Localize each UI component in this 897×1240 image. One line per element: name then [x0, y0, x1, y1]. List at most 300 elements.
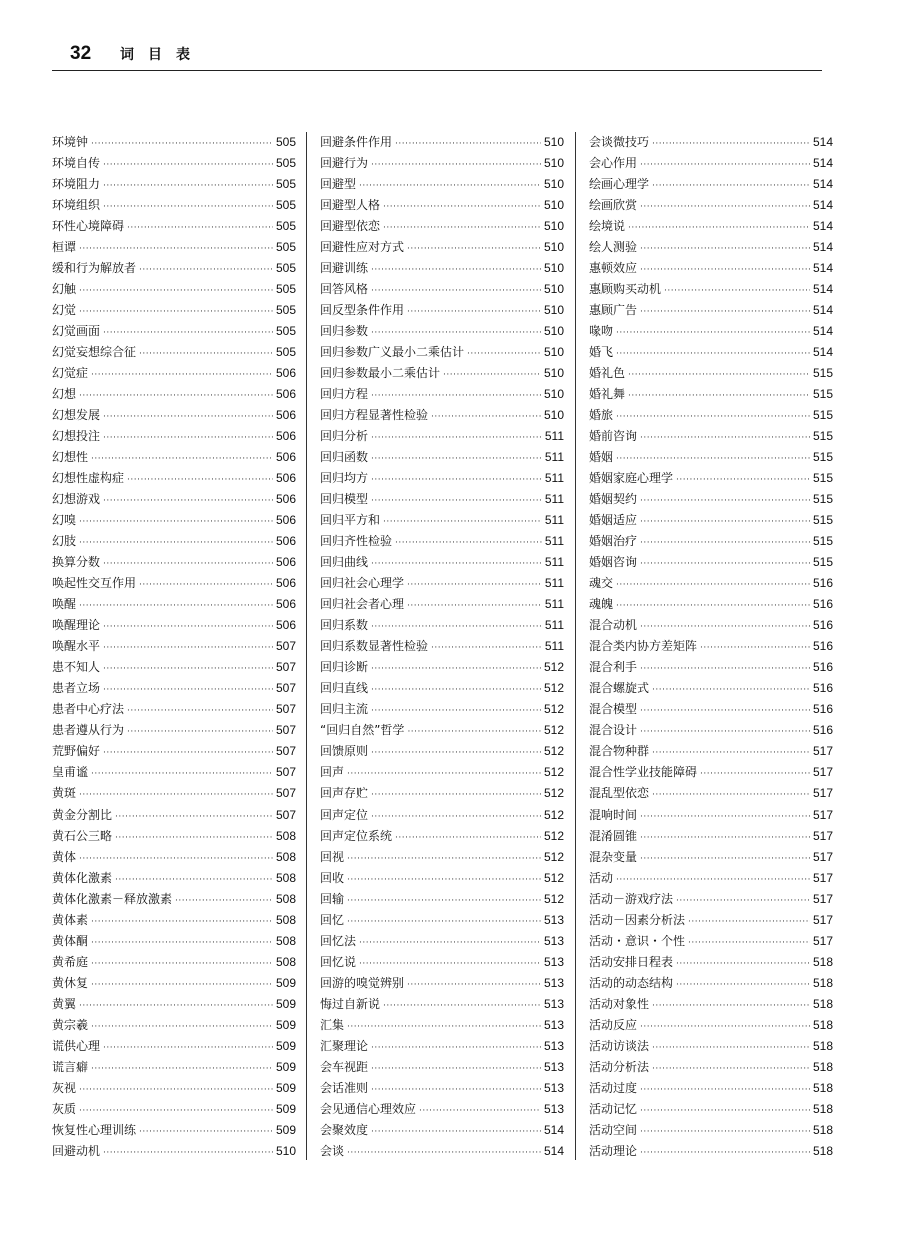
entry-term: 回归参数广义最小二乘估计 — [320, 345, 465, 360]
dot-leader — [676, 954, 810, 973]
index-entry — [320, 931, 564, 952]
index-entry — [589, 594, 833, 615]
entry-page: 513 — [543, 975, 564, 990]
entry-term: 混合模型 — [589, 702, 638, 717]
entry-term: 患者立场 — [52, 681, 101, 696]
entry-page: 511 — [544, 471, 564, 486]
entry-term: 绘画心理学 — [589, 177, 650, 192]
dot-leader — [676, 891, 810, 910]
index-entry — [52, 1015, 296, 1036]
entry-page: 506 — [275, 618, 296, 633]
dot-leader — [640, 302, 810, 321]
entry-page: 514 — [812, 345, 833, 360]
index-entry — [589, 805, 833, 826]
entry-term: 活动过度 — [589, 1080, 638, 1095]
entry-page: 509 — [275, 1017, 296, 1032]
entry-term: 活动－游戏疗法 — [589, 891, 674, 906]
entry-term: 回归社会心理学 — [320, 576, 405, 591]
entry-page: 512 — [543, 849, 564, 864]
entry-term: 桓谭 — [52, 240, 77, 255]
dot-leader — [640, 533, 810, 552]
dot-leader — [676, 470, 810, 489]
index-entry — [52, 153, 296, 174]
entry-page: 514 — [812, 135, 833, 149]
entry-term: 回归诊断 — [320, 660, 369, 675]
entry-term: 幻想性虚构症 — [52, 471, 125, 486]
entry-term: 会车视距 — [320, 1059, 369, 1074]
dot-leader — [91, 1059, 273, 1078]
entry-term: 回归曲线 — [320, 555, 369, 570]
dot-leader — [652, 134, 810, 153]
entry-term: 唤起性交互作用 — [52, 576, 137, 591]
index-entry — [589, 1015, 833, 1036]
index-entry — [320, 720, 564, 741]
dot-leader — [640, 1017, 810, 1036]
dot-leader — [616, 407, 810, 426]
entry-term: 婚姻适应 — [589, 513, 638, 528]
dot-leader — [640, 1080, 810, 1099]
dot-leader — [640, 512, 810, 531]
dot-leader — [419, 1101, 541, 1120]
dot-leader — [700, 764, 810, 783]
index-entry — [589, 132, 833, 153]
index-entry — [52, 1120, 296, 1141]
index-entry — [320, 321, 564, 342]
dot-leader — [652, 785, 810, 804]
dot-leader — [103, 155, 273, 174]
index-entry — [589, 636, 833, 657]
dot-leader — [431, 407, 541, 426]
dot-leader — [371, 659, 541, 678]
dot-leader — [371, 386, 541, 405]
index-entry — [320, 805, 564, 826]
entry-page: 513 — [543, 1080, 564, 1095]
entry-term: 会聚效度 — [320, 1122, 369, 1137]
entry-page: 510 — [543, 282, 564, 297]
dot-leader — [371, 807, 541, 826]
dot-leader — [359, 176, 541, 195]
entry-term: 回馈原则 — [320, 744, 369, 759]
dot-leader — [103, 638, 273, 657]
index-entry — [52, 300, 296, 321]
index-entry — [52, 1141, 296, 1162]
entry-page: 505 — [275, 156, 296, 171]
entry-term: 活动记忆 — [589, 1101, 638, 1116]
entry-page: 517 — [812, 807, 833, 822]
index-entry — [320, 132, 564, 153]
index-entry — [320, 468, 564, 489]
entry-page: 505 — [275, 177, 296, 192]
entry-page: 517 — [812, 849, 833, 864]
entry-term: 回归社会者心理 — [320, 597, 405, 612]
index-entry — [320, 699, 564, 720]
page-number: 32 — [70, 43, 92, 64]
dot-leader — [127, 701, 273, 720]
entry-term: 会见通信心理效应 — [320, 1101, 417, 1116]
entry-term: 活动安排日程表 — [589, 954, 674, 969]
entry-page: 518 — [812, 996, 833, 1011]
entry-page: 508 — [275, 828, 296, 843]
index-entry — [320, 594, 564, 615]
entry-term: 恢复性心理训练 — [52, 1122, 137, 1137]
entry-page: 507 — [275, 723, 296, 738]
dot-leader — [91, 764, 273, 783]
entry-term: 患不知人 — [52, 660, 101, 675]
entry-term: 回避条件作用 — [320, 135, 393, 149]
entry-page: 516 — [812, 597, 833, 612]
dot-leader — [139, 260, 273, 279]
dot-leader — [91, 1017, 273, 1036]
entry-term: 婚姻家庭心理学 — [589, 471, 674, 486]
index-entry — [320, 552, 564, 573]
entry-page: 505 — [275, 135, 296, 149]
entry-term: 黄体 — [52, 849, 77, 864]
index-entry — [52, 1078, 296, 1099]
dot-leader — [616, 344, 810, 363]
dot-leader — [79, 785, 273, 804]
entry-page: 509 — [275, 1038, 296, 1053]
entry-term: 活动对象性 — [589, 996, 650, 1011]
entry-term: 活动分析法 — [589, 1059, 650, 1074]
entry-page: 511 — [544, 492, 564, 507]
dot-leader — [652, 176, 810, 195]
index-entry — [589, 195, 833, 216]
index-entry — [52, 531, 296, 552]
index-entry — [589, 573, 833, 594]
entry-term: 回输 — [320, 891, 345, 906]
entry-term: 活动的动态结构 — [589, 975, 674, 990]
index-entry — [52, 321, 296, 342]
entry-term: 回归参数 — [320, 324, 369, 339]
dot-leader — [676, 975, 810, 994]
index-entry — [52, 363, 296, 384]
entry-page: 511 — [544, 597, 564, 612]
entry-page: 516 — [812, 618, 833, 633]
index-entry — [320, 1036, 564, 1057]
entry-term: 惠顾购买动机 — [589, 282, 662, 297]
index-entry — [589, 300, 833, 321]
entry-page: 506 — [275, 366, 296, 381]
index-entry — [589, 889, 833, 910]
index-entry — [320, 489, 564, 510]
entry-page: 512 — [543, 723, 564, 738]
entry-term: 回收 — [320, 870, 345, 885]
dot-leader — [347, 1143, 541, 1162]
entry-term: 活动・意识・个性 — [589, 933, 686, 948]
entry-page: 514 — [543, 1143, 564, 1158]
entry-page: 505 — [275, 282, 296, 297]
index-entry — [589, 489, 833, 510]
dot-leader — [347, 912, 541, 931]
entry-page: 510 — [543, 261, 564, 276]
entry-page: 506 — [275, 534, 296, 549]
entry-page: 507 — [275, 744, 296, 759]
index-entry — [589, 720, 833, 741]
entry-term: 黄翼 — [52, 996, 77, 1011]
entry-term: 黄宗羲 — [52, 1017, 89, 1032]
dot-leader — [347, 1017, 541, 1036]
entry-page: 511 — [544, 639, 564, 654]
index-entry — [320, 447, 564, 468]
entry-term: 幻觉症 — [52, 366, 89, 381]
dot-leader — [371, 281, 541, 300]
entry-term: 回避性应对方式 — [320, 240, 405, 255]
entry-term: 幻想发展 — [52, 408, 101, 423]
dot-leader — [371, 1059, 541, 1078]
index-entry — [320, 952, 564, 973]
column-divider — [575, 132, 576, 1160]
entry-term: 黄斑 — [52, 786, 77, 801]
entry-page: 512 — [543, 681, 564, 696]
dot-leader — [443, 365, 541, 384]
index-column-2 — [320, 132, 564, 1162]
entry-page: 514 — [812, 282, 833, 297]
dot-leader — [103, 323, 273, 342]
entry-term: 混合螺旋式 — [589, 681, 650, 696]
dot-leader — [347, 849, 541, 868]
dot-leader — [139, 575, 273, 594]
entry-term: 幻觉画面 — [52, 324, 101, 339]
dot-leader — [395, 828, 541, 847]
entry-page: 509 — [275, 1080, 296, 1095]
entry-page: 518 — [812, 1101, 833, 1116]
entry-term: 回答风格 — [320, 282, 369, 297]
entry-page: 516 — [812, 681, 833, 696]
entry-term: 回归方程显著性检验 — [320, 408, 429, 423]
dot-leader — [616, 870, 810, 889]
index-entry — [52, 615, 296, 636]
entry-term: 回视 — [320, 849, 345, 864]
dot-leader — [115, 828, 273, 847]
entry-page: 507 — [275, 765, 296, 780]
index-entry — [589, 657, 833, 678]
index-entry — [52, 573, 296, 594]
dot-leader — [127, 722, 273, 741]
dot-leader — [616, 596, 810, 615]
entry-page: 515 — [812, 534, 833, 549]
entry-term: 换算分数 — [52, 555, 101, 570]
entry-term: 魂交 — [589, 576, 614, 591]
entry-term: 绘境说 — [589, 219, 626, 234]
index-entry — [52, 342, 296, 363]
entry-page: 508 — [275, 870, 296, 885]
entry-page: 508 — [275, 954, 296, 969]
index-entry — [320, 1141, 564, 1162]
entry-page: 505 — [275, 345, 296, 360]
dot-leader — [79, 1101, 273, 1120]
index-entry — [52, 910, 296, 931]
entry-page: 516 — [812, 702, 833, 717]
entry-page: 509 — [275, 1101, 296, 1116]
dot-leader — [371, 701, 541, 720]
entry-term: 惠顾广告 — [589, 303, 638, 318]
index-entry — [320, 615, 564, 636]
entry-term: 回声定位 — [320, 807, 369, 822]
index-entry — [320, 195, 564, 216]
entry-term: 魂魄 — [589, 597, 614, 612]
entry-page: 505 — [275, 303, 296, 318]
index-entry — [320, 237, 564, 258]
dot-leader — [407, 302, 541, 321]
index-entry — [320, 847, 564, 868]
index-entry — [52, 489, 296, 510]
entry-page: 509 — [275, 975, 296, 990]
dot-leader — [371, 1122, 541, 1141]
entry-page: 512 — [543, 702, 564, 717]
dot-leader — [395, 134, 541, 153]
index-entry — [52, 868, 296, 889]
entry-page: 506 — [275, 387, 296, 402]
dot-leader — [383, 996, 541, 1015]
index-entry — [52, 826, 296, 847]
entry-page: 518 — [812, 1080, 833, 1095]
dot-leader — [383, 197, 541, 216]
index-entry — [589, 342, 833, 363]
entry-page: 510 — [543, 345, 564, 360]
entry-term: 环境钟 — [52, 135, 89, 149]
entry-term: 混合性学业技能障碍 — [589, 765, 698, 780]
entry-page: 505 — [275, 240, 296, 255]
index-entry — [589, 468, 833, 489]
entry-page: 512 — [543, 660, 564, 675]
dot-leader — [371, 323, 541, 342]
index-entry — [589, 237, 833, 258]
index-entry — [589, 258, 833, 279]
dot-leader — [371, 1080, 541, 1099]
index-entry — [52, 594, 296, 615]
entry-page: 511 — [544, 429, 564, 444]
index-entry — [320, 889, 564, 910]
dot-leader — [79, 386, 273, 405]
index-entry — [589, 994, 833, 1015]
entry-term: 活动理论 — [589, 1143, 638, 1158]
index-entry — [589, 931, 833, 952]
entry-term: 谎言癖 — [52, 1059, 89, 1074]
entry-term: 回归参数最小二乘估计 — [320, 366, 441, 381]
entry-term: 混合利手 — [589, 660, 638, 675]
dot-leader — [371, 155, 541, 174]
entry-page: 514 — [812, 177, 833, 192]
index-entry — [320, 1120, 564, 1141]
dot-leader — [383, 218, 541, 237]
entry-term: 婚姻契约 — [589, 492, 638, 507]
index-entry — [52, 741, 296, 762]
dot-leader — [371, 554, 542, 573]
dot-leader — [616, 575, 810, 594]
dot-leader — [640, 617, 810, 636]
entry-page: 510 — [275, 1143, 296, 1158]
dot-leader — [640, 1101, 810, 1120]
entry-term: 唤醒水平 — [52, 639, 101, 654]
entry-page: 506 — [275, 429, 296, 444]
index-column-3 — [589, 132, 833, 1162]
dot-leader — [79, 1080, 273, 1099]
index-entry — [52, 847, 296, 868]
dot-leader — [640, 828, 810, 847]
index-entry — [52, 783, 296, 804]
dot-leader — [407, 239, 541, 258]
entry-term: 混响时间 — [589, 807, 638, 822]
entry-page: 510 — [543, 135, 564, 149]
index-entry — [320, 405, 564, 426]
entry-page: 506 — [275, 450, 296, 465]
entry-page: 517 — [812, 786, 833, 801]
index-entry — [589, 952, 833, 973]
index-entry — [589, 216, 833, 237]
entry-term: 回避训练 — [320, 261, 369, 276]
index-column-1 — [52, 132, 296, 1162]
entry-page: 506 — [275, 408, 296, 423]
entry-page: 515 — [812, 366, 833, 381]
dot-leader — [79, 302, 273, 321]
page-header — [52, 40, 822, 70]
entry-page: 513 — [543, 996, 564, 1011]
header-rule — [52, 70, 822, 71]
dot-leader — [652, 1059, 810, 1078]
entry-page: 515 — [812, 387, 833, 402]
index-entry — [52, 510, 296, 531]
index-entry — [589, 1120, 833, 1141]
entry-term: 幻想游戏 — [52, 492, 101, 507]
entry-term: 回归主流 — [320, 702, 369, 717]
entry-term: 活动－因素分析法 — [589, 912, 686, 927]
entry-page: 517 — [812, 870, 833, 885]
dot-leader — [103, 659, 273, 678]
entry-page: 507 — [275, 681, 296, 696]
entry-term: 荒野偏好 — [52, 744, 101, 759]
index-entry — [52, 468, 296, 489]
dot-leader — [383, 512, 542, 531]
entry-page: 510 — [543, 198, 564, 213]
entry-term: “回归自然”哲学 — [320, 723, 405, 738]
dot-leader — [431, 638, 542, 657]
entry-term: 婚姻咨询 — [589, 555, 638, 570]
dot-leader — [79, 996, 273, 1015]
entry-page: 512 — [543, 807, 564, 822]
entry-term: 幻想性 — [52, 450, 89, 465]
entry-page: 507 — [275, 786, 296, 801]
entry-page: 514 — [812, 303, 833, 318]
dot-leader — [640, 1122, 810, 1141]
index-entry — [320, 678, 564, 699]
entry-term: 唤醒 — [52, 597, 77, 612]
dot-leader — [79, 533, 273, 552]
dot-leader — [359, 933, 541, 952]
dot-leader — [79, 849, 273, 868]
index-entry — [589, 678, 833, 699]
index-entry — [52, 762, 296, 783]
entry-page: 514 — [543, 1122, 564, 1137]
entry-page: 518 — [812, 1059, 833, 1074]
entry-term: 缓和行为解放者 — [52, 261, 137, 276]
entry-page: 511 — [544, 534, 564, 549]
page-title: 词目表 — [120, 47, 204, 63]
entry-page: 509 — [275, 996, 296, 1011]
index-entry — [589, 552, 833, 573]
index-entry — [52, 195, 296, 216]
entry-page: 510 — [543, 408, 564, 423]
index-entry — [320, 153, 564, 174]
entry-page: 518 — [812, 1038, 833, 1053]
entry-term: 谎供心理 — [52, 1038, 101, 1053]
entry-term: 黄体酮 — [52, 933, 89, 948]
entry-page: 518 — [812, 954, 833, 969]
index-entry — [320, 510, 564, 531]
index-entry — [320, 1099, 564, 1120]
entry-page: 515 — [812, 408, 833, 423]
entry-page: 517 — [812, 744, 833, 759]
entry-term: 回归函数 — [320, 450, 369, 465]
